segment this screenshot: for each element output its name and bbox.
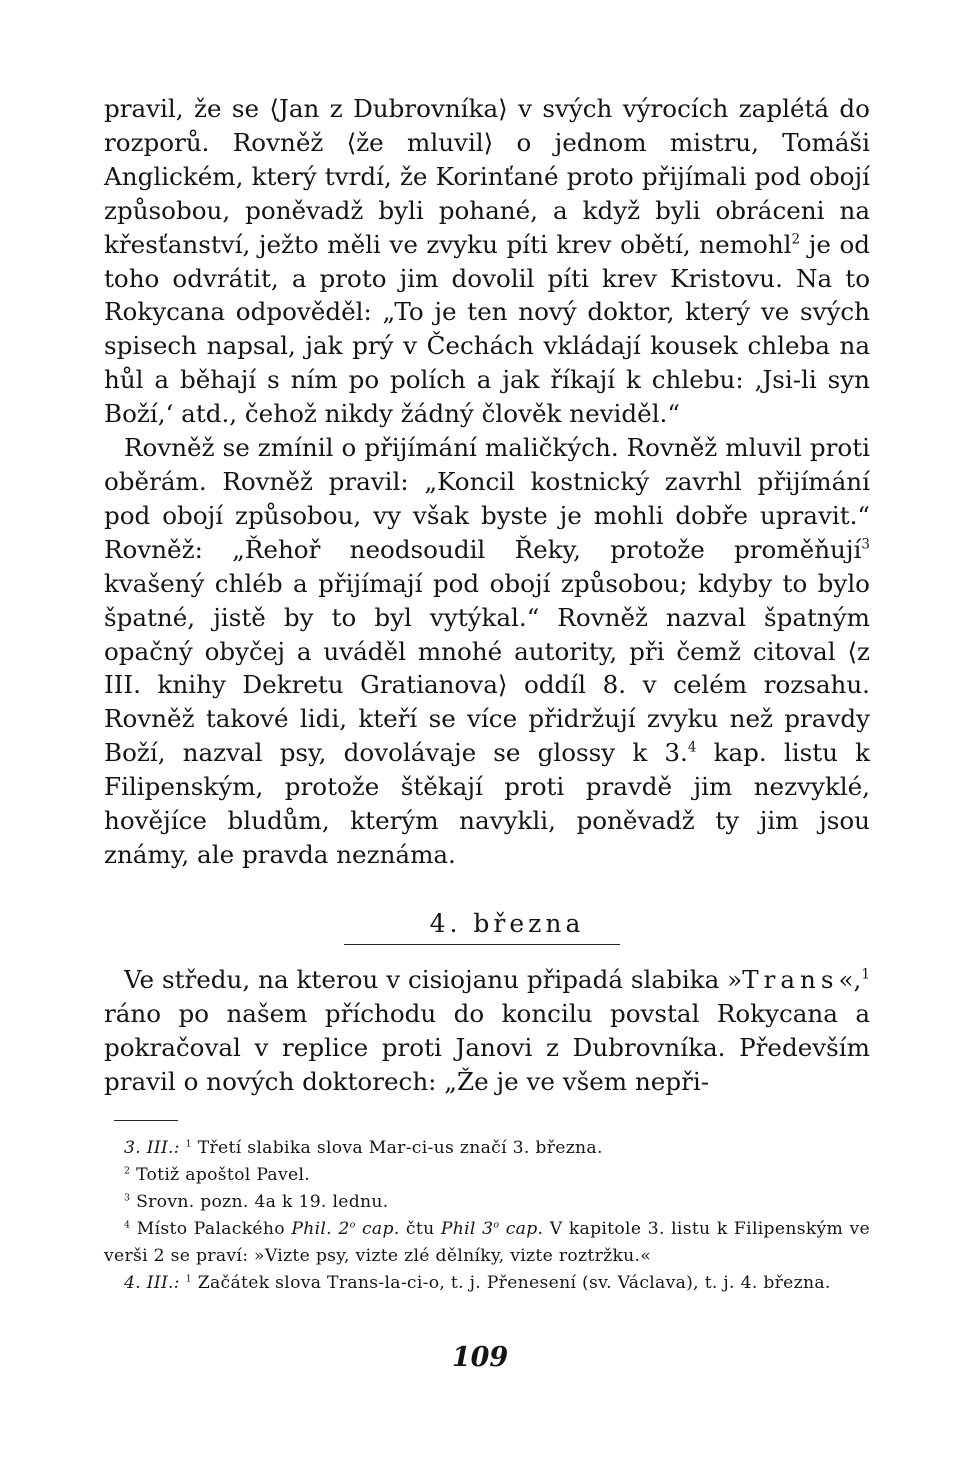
- main-text: [104, 92, 870, 872]
- section-heading: 4. března: [429, 908, 585, 938]
- footnote-reference: 4. III.:: [124, 1273, 180, 1294]
- paragraph: [104, 431, 870, 872]
- spaced-word: Trans: [742, 964, 839, 994]
- paragraph-text: Ve středu, na kterou v cisiojanu připadá slabika »: [124, 964, 743, 994]
- paragraph-text: pravil, že se ⟨Jan z Dubrovníka⟩ v svých výrocích zaplétá do rozporů. Rovněž ⟨že mluvil⟩ o jednom mistru, Tomáši Anglickém, který tvrdí, že Korinťané proto přijímali pod obojí způsobou, poněvadž byli pohané, a když byli obráceni na křesťanství, ježto měli ve zvyku píti krev obětí, nemohl: [104, 94, 870, 259]
- footnote-text: Místo Palackého: [130, 1219, 292, 1240]
- footnote: [104, 1270, 870, 1297]
- footnotes: [104, 1135, 870, 1297]
- book-page: [104, 92, 870, 1297]
- citation-degree: o: [349, 1219, 356, 1231]
- paragraph-text: «,: [838, 964, 862, 994]
- footnote-text: V kapitole 3. listu k Filipenským ve verši 2 se praví: »Vizte psy, vizte zlé dělníky, vizte roztržku.«: [104, 1219, 871, 1267]
- footnote-number: 3: [124, 1192, 131, 1204]
- paragraph: [104, 92, 870, 431]
- footnote: [104, 1189, 870, 1216]
- paragraph-text: ráno po našem příchodu do koncilu povstal Rokycana a pokračoval v replice proti Janovi z Dubrovníka. Především pravil o nových doktorech: „Že je ve všem nepři-: [104, 998, 870, 1096]
- footnote: [104, 1135, 870, 1162]
- footnote: [104, 1162, 870, 1189]
- citation: cap.: [499, 1219, 544, 1240]
- footnote-text: Totiž apoštol Pavel.: [130, 1165, 311, 1186]
- footnote-marker: 1: [861, 966, 870, 983]
- citation-degree: o: [493, 1219, 500, 1231]
- citation: Phil. 2: [291, 1219, 350, 1240]
- footnote-reference: 3. III.:: [124, 1138, 180, 1159]
- footnote-number: 1: [185, 1273, 192, 1285]
- footnote-text: Srovn. pozn. 4a k 19. lednu.: [130, 1192, 389, 1213]
- paragraph-text: Rovněž se zmínil o přijímání maličkých. Rovněž mluvil proti oběrám. Rovněž pravil: „Koncil kostnický zavrhl přijímání pod obojí způsobou, vy však byste je mohli dobře upravit.“ Rovněž: „Řehoř neodsoudil Řeky, protože proměňují: [104, 433, 870, 564]
- paragraph-text: kvašený chléb a přijímají pod obojí způsobou; kdyby to bylo špatné, jistě by to byl vytýkal.“ Rovněž nazval špatným opačný obyčej a uváděl mnohé autority, při čemž citoval ⟨z III. knihy Dekretu Gratianova⟩ oddíl 8. v celém rozsahu. Rovněž takové lidi, kteří se více přidržují zvyku než pravdy Boží, nazval psy, dovolávaje se glossy k 3.: [104, 568, 870, 768]
- footnote-text: Začátek slova Trans-la-ci-o, t. j. Přenesení (sv. Václava), t. j. 4. března.: [191, 1273, 831, 1294]
- citation: Phil 3: [440, 1219, 494, 1240]
- footnote-number: 2: [124, 1165, 131, 1177]
- footnote-number: 4: [124, 1219, 131, 1231]
- footnote: [104, 1216, 870, 1270]
- paragraph-text: je od toho odvrátit, a proto jim dovolil píti krev Kristovu. Na to Rokycana odpověděl: „To je ten nový doktor, který ve svých spisech napsal, jak prý v Čechách vkládají kousek chleba na hůl a běhají s ním po polích a jak říkají k chlebu: ‚Jsi-li syn Boží,‘ atd., čehož nikdy žádný člověk neviděl.“: [104, 229, 870, 429]
- section-text: [104, 963, 870, 1099]
- paragraph-text: kap. listu k Filipenským, protože štěkají proti pravdě jim nezvyklé, hovějíce bludům, kterým navykli, poněvadž ty jim jsou známy, ale pravda neznáma.: [104, 738, 870, 869]
- footnote-number: 1: [185, 1138, 192, 1150]
- citation: cap.: [355, 1219, 400, 1240]
- footnote-divider: [114, 1120, 178, 1121]
- footnote-marker: 3: [861, 536, 870, 553]
- page-number: 109: [451, 1342, 509, 1373]
- footnote-text: Třetí slabika slova Mar-ci-us značí 3. března.: [191, 1138, 603, 1159]
- footnote-marker: 4: [687, 739, 697, 756]
- section-divider: [344, 944, 620, 945]
- footnote-text: čtu: [399, 1219, 441, 1240]
- footnote-marker: 2: [791, 231, 801, 248]
- paragraph: [104, 963, 870, 1099]
